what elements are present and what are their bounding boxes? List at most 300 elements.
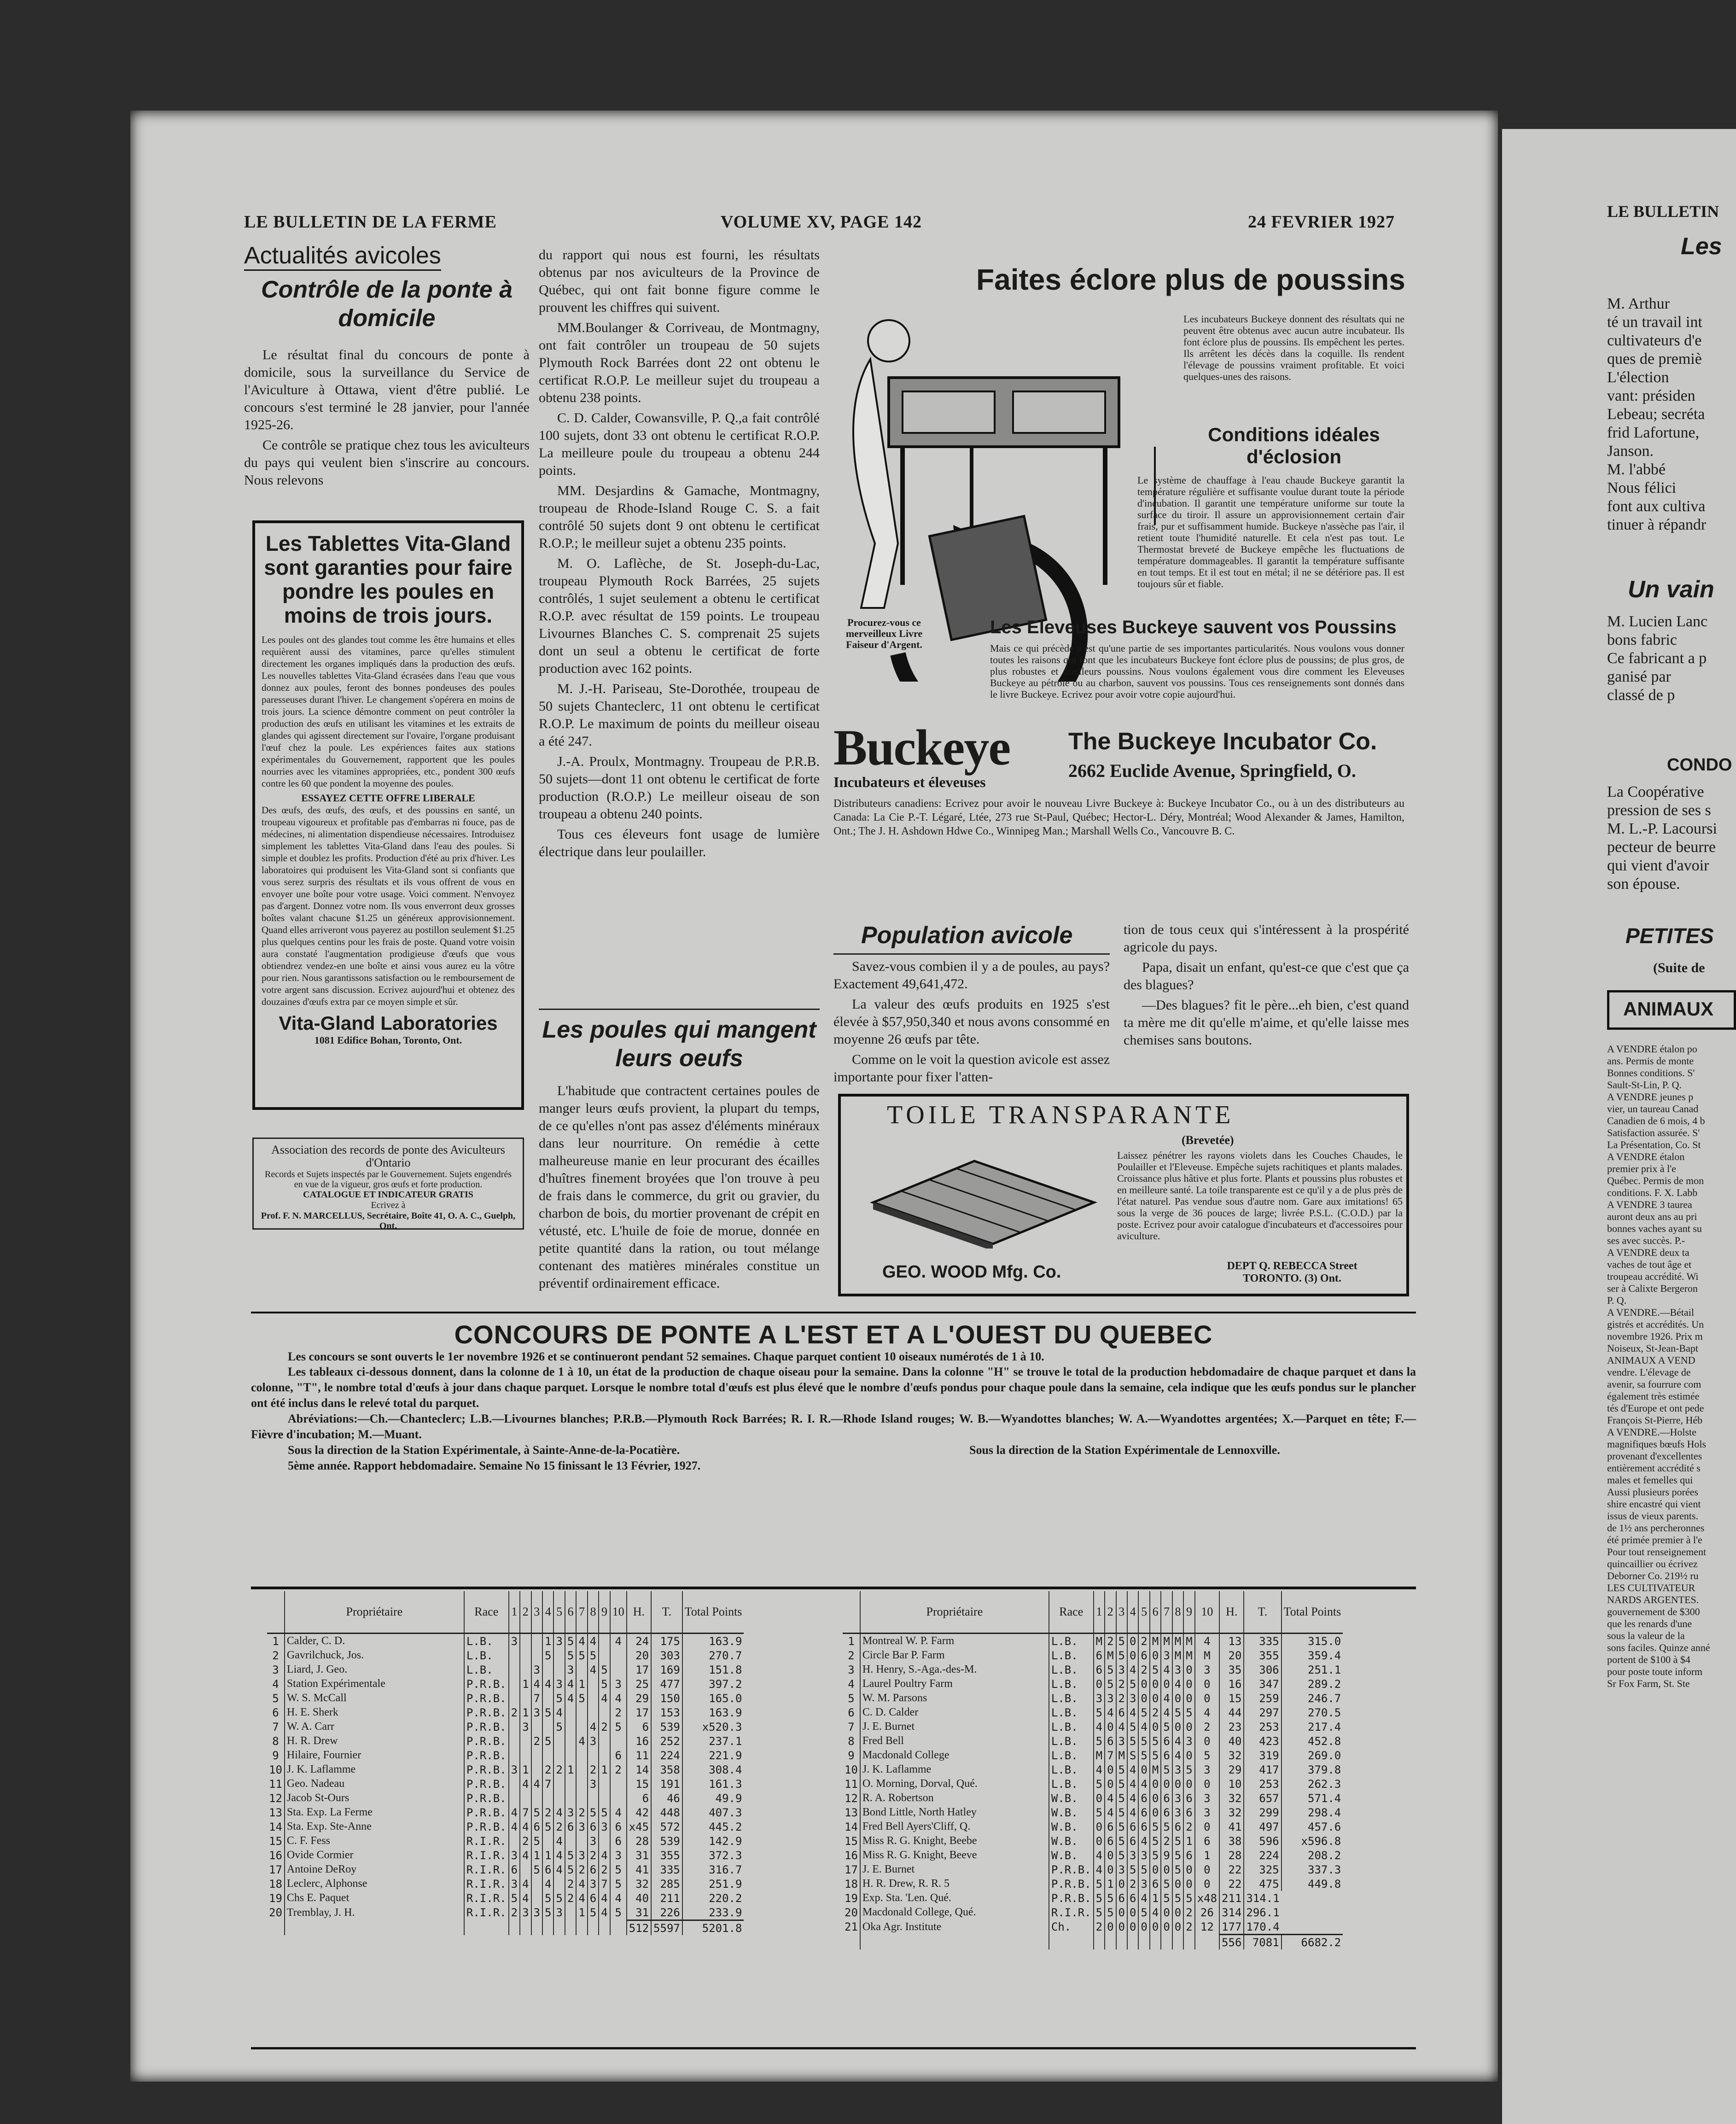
total-value: 5201.8 [682,1920,744,1936]
value-cell: 4 [1172,1677,1183,1691]
value-cell: 0 [1195,1877,1219,1891]
value-cell: 6 [588,1862,599,1877]
value-cell: 175 [651,1634,682,1649]
adjacent-text-line: que les renards d'une [1607,1618,1692,1629]
row-number: 15 [269,1834,282,1848]
value-cell: 4 [1094,1848,1105,1862]
value-cell [542,1663,553,1677]
totals-spacer [542,1920,553,1936]
value-cell: M [1172,1648,1183,1663]
value-cell: 32 [1219,1805,1244,1820]
value-cell: 347 [1244,1677,1281,1691]
value-cell: 4 [553,1862,565,1877]
value-cell [531,1648,542,1663]
value-cell: 3 [588,1734,599,1748]
adjacent-text-line: A VENDRE étalon po [1607,1043,1697,1055]
value-cell: 596 [1244,1834,1281,1848]
adjacent-text-line: ans. Permis de monte [1607,1055,1694,1067]
value-cell [531,1748,542,1762]
value-cell: 0 [1183,1691,1194,1705]
value-cell: 20 [627,1648,651,1663]
value-cell: 3 [1138,1848,1149,1862]
owner-cell: Exp. Sta. 'Len. Qué. [860,1891,1049,1905]
value-cell: 2 [509,1905,520,1920]
value-cell: 5 [542,1734,553,1748]
value-cell: 6 [1183,1791,1194,1805]
column-header: 4 [1127,1591,1138,1634]
value-cell: 12 [1195,1920,1219,1935]
table-row [843,1777,1343,1791]
breed-cell: L.B. [1049,1762,1094,1777]
value-cell: M [1161,1634,1172,1649]
value-cell: 397.2 [682,1677,744,1691]
row-number: 12 [269,1791,282,1805]
value-cell: 5 [1094,1891,1105,1905]
value-cell: 2 [610,1705,627,1720]
value-cell: 142.9 [682,1834,744,1848]
value-cell: 3 [1161,1648,1172,1663]
column-two-bottom [539,1082,820,1295]
column-header: Total Points [682,1591,744,1634]
value-cell: 6 [1105,1734,1116,1748]
adjacent-text-line: sons faciles. Quinze anné [1607,1642,1710,1653]
owner-cell: J. K. Laflamme [285,1762,464,1777]
table-row [843,1691,1343,1705]
row-number-header [843,1591,860,1634]
column-header: 8 [1172,1591,1183,1634]
value-cell: 4 [1172,1734,1183,1748]
owner-cell: W. A. Carr [285,1720,464,1734]
value-cell [509,1677,520,1691]
adjacent-text-line: A VENDRE étalon [1607,1151,1685,1162]
value-cell: 3 [1116,1862,1127,1877]
value-cell [599,1777,610,1791]
value-cell: 0 [1195,1677,1219,1691]
value-cell [588,1791,599,1805]
value-cell: 2 [588,1762,599,1777]
owner-cell: J. K. Laflamme [860,1762,1049,1777]
value-cell: 2 [588,1848,599,1862]
value-cell [576,1663,587,1677]
owner-cell: H. R. Drew, R. R. 5 [860,1877,1049,1891]
value-cell: 6 [1161,1734,1172,1748]
owner-cell: R. A. Robertson [860,1791,1049,1805]
totals-spacer [1150,1935,1161,1950]
row-number: 4 [848,1677,855,1691]
population-paragraph: Papa, disait un enfant, qu'est-ce que c'est que ça des blagues? [1124,960,1409,992]
value-cell: 251.1 [1282,1663,1343,1677]
value-cell: 4 [1094,1862,1105,1877]
row-number: 1 [272,1634,279,1648]
value-cell: 4 [553,1834,565,1848]
value-cell: 5 [576,1691,587,1705]
value-cell: 3 [553,1634,565,1649]
row-number: 11 [269,1777,282,1791]
value-cell [599,1634,610,1649]
buckeye-intro: Les incubateurs Buckeye donnent des résultats qui ne peuvent être obtenus avec aucun autre incubateur. Ils font éclore plus de poussins. Ils empêchent les pertes. Ils arrêtent les décès dans la coquille. Ils rendent l'élevage de poussins vraiment profitable. Et voici quelques-unes des raisons. [1183,313,1404,382]
value-cell [565,1777,576,1791]
adjacent-text-line: La Coopérative [1607,783,1704,800]
value-cell: 3 [1172,1762,1183,1777]
adjacent-text-line: A VENDRE.—Bétail [1607,1307,1695,1318]
value-cell: 22 [1219,1862,1244,1877]
value-cell: 5 [1127,1862,1138,1877]
adjacent-animaux: ANIMAUX [1623,998,1713,1020]
adjacent-text-line: sous la valeur de la [1607,1630,1685,1641]
value-cell: 657 [1244,1791,1281,1805]
value-cell [509,1834,520,1848]
concours-abbreviations: Abréviations:—Ch.—Chanteclerc; L.B.—Livournes blanches; P.R.B.—Plymouth Rock Barrées; R. I. R.—Rhode Island rouges; W. B.—Wyandottes blanches; W. A.—Wyandottes argentées; X.—Parquet en tête; F.—Fièvre d'incubation; M.—Muant. [251,1412,1416,1441]
article-paragraph: L'habitude que contractent certaines poules de manger leurs œufs provient, la plupart du temps, de ce qu'elles n'ont pas assez d'éléments minéraux dans leur nourriture. On remédie à cette malheureuse manie en leur procurant des écailles d'huîtres finement broyées que l'on trouve à peu de frais dans le commerce, du grit ou gravier, du charbon de bois, du mortier provenant de crépit en vétusté, etc. L'huile de foie de morue, donnée en petite quantité dans la ration, ou tout mélange contenant des matières minérales constitue un préventif ordinairement efficace. [539,1083,820,1291]
value-cell: 4 [1105,1805,1116,1820]
value-cell: 3 [588,1834,599,1848]
value-cell: 3 [509,1634,520,1649]
value-cell: 5 [610,1905,627,1920]
value-cell: 5 [1094,1905,1105,1920]
owner-cell: Sta. Exp. La Ferme [285,1805,464,1820]
adjacent-text-line: NARDS ARGENTES. [1607,1594,1699,1605]
value-cell: 6 [1161,1805,1172,1820]
buckeye-headline: Faites éclore plus de poussins [976,263,1405,296]
adjacent-text-line: Ce fabricant a p [1607,650,1707,667]
table-row [267,1634,744,1649]
value-cell: 319 [1244,1748,1281,1762]
adjacent-text-line: ANIMAUX A VEND [1607,1354,1695,1366]
value-cell: 5 [553,1891,565,1905]
table-row [267,1762,744,1777]
table-row [267,1720,744,1734]
total-value: 512 [627,1920,651,1936]
value-cell: 1 [576,1677,587,1691]
toile-company: GEO. WOOD Mfg. Co. [882,1262,1061,1282]
value-cell [599,1748,610,1762]
table-row [843,1920,1343,1935]
row-number: 18 [845,1877,858,1891]
value-cell [565,1905,576,1920]
adjacent-text-line: conditions. F. X. Labb [1607,1187,1698,1198]
value-cell: 3 [509,1877,520,1891]
breed-cell: L.B. [1049,1734,1094,1748]
value-cell: 0 [1127,1634,1138,1649]
breed-cell: L.B. [1049,1648,1094,1663]
value-cell: 4 [1172,1748,1183,1762]
concours-station-east: Sous la direction de la Station Expérimentale, à Sainte-Anne-de-la-Pocatière. [288,1443,680,1457]
totals-spacer [1094,1935,1105,1950]
value-cell: 7 [1105,1748,1116,1762]
population-paragraph: La valeur des œufs produits en 1925 s'est élevée à $57,950,340 et nous avons consommé en moyenne 26 œufs par tête. [833,997,1110,1047]
article-paragraph: du rapport qui nous est fourni, les résultats obtenus par nos aviculteurs de la Province de Québec, qui ont fait bonne figure comme le prouvent les chiffres qui suivent. [539,247,820,315]
value-cell: 5 [1105,1663,1116,1677]
value-cell: 572 [651,1820,682,1834]
value-cell: 6 [531,1820,542,1834]
assoc-title: Association des records de ponte des Aviculteurs d'Ontario [271,1143,505,1169]
value-cell: 4 [553,1805,565,1820]
value-cell: 5 [1172,1834,1183,1848]
value-cell: 335 [1244,1634,1281,1649]
totals-spacer [576,1920,587,1936]
value-cell: 31 [627,1905,651,1920]
value-cell: 40 [1219,1734,1244,1748]
value-cell: 252 [651,1734,682,1748]
value-cell: 3 [553,1677,565,1691]
value-cell: 457.6 [1282,1820,1343,1834]
breed-cell: P.R.B. [464,1720,509,1734]
adjacent-text-line: tés d'Europe et ont pede [1607,1402,1704,1414]
toile-body: Laissez pénétrer les rayons violets dans les Couches Chaudes, le Poulailler et l'Eleveuse. Empêche sujets rachitiques et plants malades. Croissance plus hâtive et plus forte. Plants et poussins plus robustes et en meilleure santé. La toile transparente est ce qu'il y a de plus près de l'état naturel. Pas vendue sous d'autre nom. Gare aux imitations! 65 sous la verge de 36 pouces de large; livrée P.S.L. (C.O.D.) par la poste. Ecrivez pour avoir catalogue d'incubateurs et d'accessoires pour aviculture. [1117,1150,1403,1242]
value-cell: 6 [1094,1663,1105,1677]
value-cell: 6 [1172,1820,1183,1834]
article-paragraph: M. O. Laflèche, de St. Joseph-du-Lac, troupeau Plymouth Rock Barrées, 25 sujets contrôlés, 1 sujet seulement a obtenu le certificat R.O.P. avec résultat de 159 points. Le troupeau Livournes Blanches C. S. comprenait 25 sujets dont un seul a obtenu le certificat de forte production avec 162 points. [539,556,820,676]
value-cell [520,1734,531,1748]
value-cell: 7 [531,1691,542,1705]
value-cell: 4 [599,1691,610,1705]
adjacent-text-line: gouvernement de $300 [1607,1606,1700,1617]
value-cell [509,1734,520,1748]
value-cell: 5 [1138,1705,1149,1720]
value-cell: 0 [1161,1920,1172,1935]
value-cell: 3 [1172,1791,1183,1805]
value-cell: 0 [1195,1862,1219,1877]
breed-cell: P.R.B. [1049,1891,1094,1905]
value-cell: 6 [565,1820,576,1834]
value-cell: 0 [1105,1777,1116,1791]
value-cell [565,1720,576,1734]
value-cell: 3 [1195,1663,1219,1677]
totals-spacer [464,1920,509,1936]
column-header: T. [651,1591,682,1634]
value-cell [531,1720,542,1734]
assoc-catalog: CATALOGUE ET INDICATEUR GRATIS [303,1190,473,1200]
value-cell: 20 [1219,1648,1244,1663]
value-cell: 2 [509,1705,520,1720]
row-number: 6 [848,1706,855,1719]
value-cell: 5 [1138,1862,1149,1877]
value-cell: 3 [565,1805,576,1820]
value-cell: 1 [542,1848,553,1862]
value-cell: 1 [520,1677,531,1691]
value-cell: 5 [1116,1634,1127,1649]
toile-title: TOILE TRANSPARANTE [887,1101,1235,1129]
value-cell: 4 [1195,1634,1219,1649]
adjacent-text-line: A VENDRE 3 taurea [1607,1199,1692,1210]
value-cell [565,1748,576,1762]
adjacent-text-line: Lebeau; secréta [1607,406,1705,423]
breed-cell: R.I.R. [464,1862,509,1877]
table-row [267,1848,744,1862]
value-cell: 32 [627,1877,651,1891]
adjacent-text-line: gistrés et accrédités. Un [1607,1319,1704,1330]
value-cell: 539 [651,1834,682,1848]
value-cell [542,1720,553,1734]
value-cell: 1 [599,1762,610,1777]
table-row [843,1734,1343,1748]
adjacent-text-line: vant: présiden [1607,387,1695,404]
totals-spacer [860,1935,1049,1950]
value-cell: 5 [565,1848,576,1862]
value-cell: 16 [1219,1677,1244,1691]
value-cell [565,1705,576,1720]
adjacent-text-line: été primée premier à l'e [1607,1534,1702,1546]
owner-cell: O. Morning, Dorval, Qué. [860,1777,1049,1791]
population-paragraph: Comme on le voit la question avicole est assez importante pour fixer l'atten- [833,1052,1110,1085]
value-cell: 0 [1150,1720,1161,1734]
value-cell: 1 [1183,1834,1194,1848]
row-number: 3 [272,1663,279,1676]
value-cell: 407.3 [682,1805,744,1820]
adjacent-text-line: frid Lafortune, [1607,424,1700,441]
adjacent-column-low [1607,783,1736,893]
value-cell: 2 [1183,1920,1194,1935]
value-cell: 5 [599,1805,610,1820]
value-cell [542,1748,553,1762]
issue-date: 24 FEVRIER 1927 [1248,212,1395,232]
adjacent-text-line: Pour tout renseignement [1607,1546,1707,1558]
value-cell: 40 [627,1891,651,1905]
value-cell: 0 [1105,1862,1116,1877]
value-cell: 0 [1172,1691,1183,1705]
value-cell: 5 [542,1705,553,1720]
owner-cell: H. Henry, S.-Aga.-des-M. [860,1663,1049,1677]
value-cell: 5 [588,1648,599,1663]
value-cell: 5 [1150,1834,1161,1848]
value-cell: 2 [1183,1820,1194,1834]
breed-cell: P.R.B. [464,1677,509,1691]
value-cell: 211 [1219,1891,1244,1905]
table-row [267,1905,744,1920]
value-cell: 1 [542,1634,553,1649]
value-cell [576,1748,587,1762]
value-cell: M [1172,1634,1183,1649]
value-cell: 0 [1150,1677,1161,1691]
results-table-east [267,1591,744,1935]
adjacent-text-line: M. Arthur [1607,295,1670,312]
breed-cell: R.I.R. [464,1905,509,1920]
adjacent-masthead: LE BULLETIN [1607,202,1719,221]
value-cell: 6 [588,1891,599,1905]
table-row [843,1791,1343,1805]
total-value: 7081 [1244,1935,1281,1950]
value-cell: 0 [1183,1877,1194,1891]
row-number: 12 [845,1791,858,1805]
value-cell: 355 [1244,1648,1281,1663]
value-cell: 298.4 [1282,1805,1343,1820]
adjacent-column-top [1607,295,1736,534]
value-cell: 3 [1094,1691,1105,1705]
value-cell: 0 [1183,1777,1194,1791]
value-cell: 4 [1138,1834,1149,1848]
adjacent-text-line: M. L.-P. Lacoursi [1607,820,1717,837]
value-cell: 4 [1127,1791,1138,1805]
assoc-body: Records et Sujets inspectés par le Gouvernement. Sujets engendrés en vue de la vigueur, gros œufs et forte production. [265,1169,512,1190]
buckeye-company: The Buckeye Incubator Co. [1068,728,1377,755]
value-cell [610,1791,627,1805]
value-cell: 3 [1127,1848,1138,1862]
value-cell: 3 [531,1905,542,1920]
value-cell: 177 [1219,1920,1244,1935]
value-cell: 46 [651,1791,682,1805]
table-row [267,1791,744,1805]
row-number: 13 [845,1806,858,1819]
value-cell: 15 [627,1777,651,1791]
value-cell: 5 [1127,1734,1138,1748]
column-header: 10 [1195,1591,1219,1634]
adjacent-text-line: cultivateurs d'e [1607,332,1702,349]
value-cell: 3 [588,1777,599,1791]
row-number: 9 [272,1749,279,1762]
value-cell: 3 [565,1663,576,1677]
adjacent-cond: CONDO [1667,755,1732,775]
value-cell: 29 [627,1691,651,1705]
value-cell: 1 [520,1705,531,1720]
breed-cell: R.I.R. [464,1877,509,1891]
value-cell: 1 [1195,1848,1219,1862]
value-cell: 5 [1116,1791,1127,1805]
breed-cell: P.R.B. [464,1791,509,1805]
value-cell: 4 [1127,1805,1138,1820]
value-cell: 44 [1219,1705,1244,1720]
value-cell [565,1734,576,1748]
table-bottom-rule [251,2047,1416,2049]
article-title: Contrôle de la ponte à domicile [261,276,513,332]
ad-headline: Les Tablettes Vita-Gland sont garanties pour faire pondre les poules en moins de trois jours. [264,531,513,627]
breed-cell: Ch. [1049,1920,1094,1935]
value-cell: 6 [1116,1705,1127,1720]
breed-cell: W.B. [1049,1805,1094,1820]
value-cell: 4 [520,1877,531,1891]
column-header: 2 [520,1591,531,1634]
value-cell: 4 [509,1805,520,1820]
breed-cell: L.B. [1049,1677,1094,1691]
value-cell: 4 [553,1848,565,1862]
owner-cell: Miss R. G. Knight, Beebe [860,1834,1049,1848]
adjacent-title: Les [1681,233,1722,260]
value-cell: 3 [576,1820,587,1834]
value-cell: 220.2 [682,1891,744,1905]
value-cell: 0 [1138,1691,1149,1705]
value-cell: 5 [1150,1848,1161,1862]
value-cell [576,1762,587,1777]
value-cell: 2 [610,1762,627,1777]
value-cell: 4 [553,1705,565,1720]
value-cell: 299 [1244,1805,1281,1820]
value-cell: 4 [1138,1720,1149,1734]
population-col2 [1124,921,1409,1052]
adjacent-text-line: Nous félici [1607,479,1677,496]
value-cell: 5 [1150,1734,1161,1748]
value-cell [520,1634,531,1649]
value-cell: 372.3 [682,1848,744,1862]
owner-cell: J. E. Burnet [860,1862,1049,1877]
value-cell: 0 [1116,1877,1127,1891]
table-row [267,1891,744,1905]
adjacent-text-line: son épouse. [1607,875,1680,893]
value-cell: 4 [610,1634,627,1649]
value-cell: 3 [576,1848,587,1862]
value-cell: 6 [627,1720,651,1734]
table-row [843,1805,1343,1820]
owner-cell: W. M. Parsons [860,1691,1049,1705]
value-cell: 0 [1105,1762,1116,1777]
row-number: 1 [848,1634,855,1648]
value-cell [509,1777,520,1791]
value-cell: 6 [1094,1648,1105,1663]
column-header: 6 [565,1591,576,1634]
totals-spacer [553,1920,565,1936]
table-top-rule [251,1587,1416,1589]
breed-cell: P.R.B. [464,1762,509,1777]
value-cell: 5 [1094,1777,1105,1791]
book-label: Procurez-vous ce merveilleux Livre Faiseur d'Argent. [845,617,923,650]
